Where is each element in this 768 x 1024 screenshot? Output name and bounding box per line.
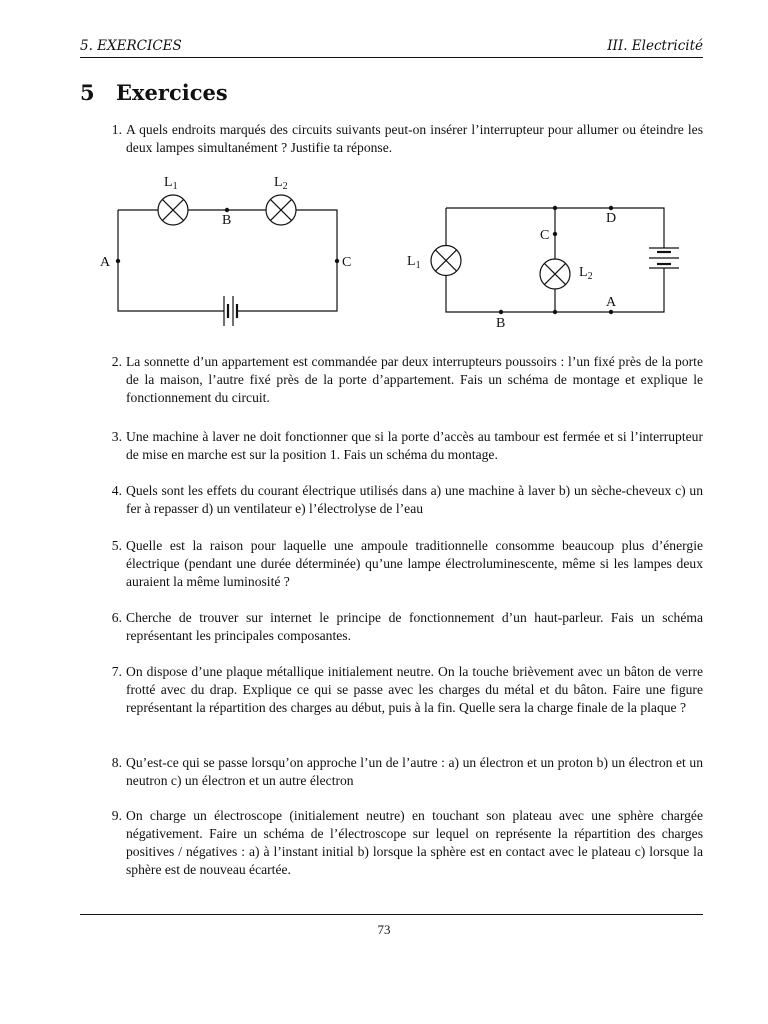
label-l1: [164, 175, 178, 192]
battery-symbol: [649, 248, 679, 268]
lamp-l1-symbol: [431, 246, 461, 276]
lamp-index: 1: [172, 181, 178, 192]
exercise-text: On dispose d’une plaque métallique initialement neutre. On la touche brièvement avec un bâton de verre frotté avec du drap. Explique ce qui se passe avec les charges du métal et du bâton. Faire une figure représentant la répartition des charges au début, puis à la fin. Quelle sera la charge finale de la plaque ?: [126, 664, 703, 715]
point-b-dot: [499, 310, 503, 314]
lamp-index: 2: [587, 271, 593, 282]
point-c-dot: [335, 259, 339, 263]
exercise-text: A quels endroits marqués des circuits suivants peut-on insérer l’interrupteur pour allumer ou éteindre les deux lampes simultanément ? Justifie ta réponse.: [126, 122, 703, 155]
exercise-text: Qu’est-ce qui se passe lorsqu’on approche l’un de l’autre : a) un électron et un proton b) un électron et un neutron c) un électron et un autre électron: [126, 755, 703, 788]
exercise-8: [100, 754, 703, 790]
section-number: 5: [80, 80, 95, 105]
exercise-number: 6.: [111, 610, 122, 625]
exercise-text: Une machine à laver ne doit fonctionner que si la porte d’accès au tambour est fermée et si l’interrupteur de mise en marche est sur la position 1. Fais un schéma du montage.: [126, 429, 703, 462]
point-b-dot: [225, 208, 229, 212]
label-d: D: [606, 211, 617, 226]
exercise-3: [100, 428, 703, 464]
exercise-5: [100, 537, 703, 591]
label-l1: [407, 254, 421, 271]
circuit-figures: [94, 168, 694, 336]
lamp-letter: L: [407, 254, 416, 269]
label-l2: [274, 175, 288, 192]
footer-rule: [80, 914, 703, 915]
lamp-letter: L: [274, 175, 283, 190]
point-a-dot: [116, 259, 120, 263]
header-part: III. Electricité: [607, 38, 703, 54]
exercise-number: 2.: [111, 354, 122, 369]
exercise-number: 5.: [111, 538, 122, 553]
label-b: B: [496, 316, 506, 331]
exercise-9: [100, 807, 703, 879]
label-l2: [579, 265, 593, 282]
exercise-text: La sonnette d’un appartement est commandée par deux interrupteurs poussoirs : l’un fixé près de la porte de la maison, l’autre fixé près de la porte d’appartement. Fais un schéma de montage et explique le fonctionnement du circuit.: [126, 354, 703, 405]
lamp-letter: L: [579, 265, 588, 280]
point-a-dot: [609, 310, 613, 314]
label-a: A: [100, 255, 111, 270]
exercise-number: 4.: [111, 483, 122, 498]
exercise-text: Cherche de trouver sur internet le principe de fonctionnement d’un haut-parleur. Fais un schéma représentant les principales composantes.: [126, 610, 703, 643]
section-title-text: Exercices: [116, 80, 228, 105]
lamp-l1-symbol: [158, 195, 188, 225]
lamp-l2-symbol: [266, 195, 296, 225]
exercise-number: 3.: [111, 429, 122, 444]
section-title: [80, 80, 228, 105]
label-a: A: [606, 295, 617, 310]
label-c: C: [342, 255, 352, 270]
exercise-4: [100, 482, 703, 518]
point-d-dot: [609, 206, 613, 210]
junction-dot: [553, 310, 557, 314]
exercise-6: [100, 609, 703, 645]
lamp-l2-symbol: [540, 259, 570, 289]
exercise-number: 9.: [111, 808, 122, 823]
running-header: [80, 38, 703, 58]
header-chapter: 5. EXERCICES: [80, 38, 182, 54]
point-c-dot: [553, 232, 557, 236]
lamp-index: 2: [282, 181, 288, 192]
circuit-2: [431, 208, 679, 312]
junction-dot: [553, 206, 557, 210]
exercise-2: [100, 353, 703, 407]
exercise-number: 7.: [111, 664, 122, 679]
battery-symbol: [224, 296, 237, 326]
exercise-7: [100, 663, 703, 717]
exercise-text: Quelle est la raison pour laquelle une ampoule traditionnelle consomme beaucoup plus d’énergie électrique (pendant une durée déterminée) qu’une lampe électroluminescente, même si les lampes deux auraient la même luminosité ?: [126, 538, 703, 589]
exercise-number: 8.: [111, 755, 122, 770]
exercise-text: Quels sont les effets du courant électrique utilisés dans a) une machine à laver b) un sèche-cheveux c) un fer à repasser d) un ventilateur e) l’électrolyse de l’eau: [126, 483, 703, 516]
label-c: C: [540, 228, 550, 243]
lamp-letter: L: [164, 175, 173, 190]
exercise-1: [100, 121, 703, 157]
exercise-number: 1.: [111, 122, 122, 137]
header-rule: [80, 57, 703, 58]
lamp-index: 1: [415, 260, 421, 271]
page-number: 73: [377, 922, 391, 937]
label-b: B: [222, 213, 232, 228]
exercise-text: On charge un électroscope (initialement neutre) en touchant son plateau avec une sphère chargée négativement. Faire un schéma de l’électroscope sur lequel on représente la répartition des charges positives / négatives : a) à l’instant initial b) lorsque la sphère est en contact avec le plateau c) lorsque la sphère est de nouveau écartée.: [126, 808, 703, 877]
